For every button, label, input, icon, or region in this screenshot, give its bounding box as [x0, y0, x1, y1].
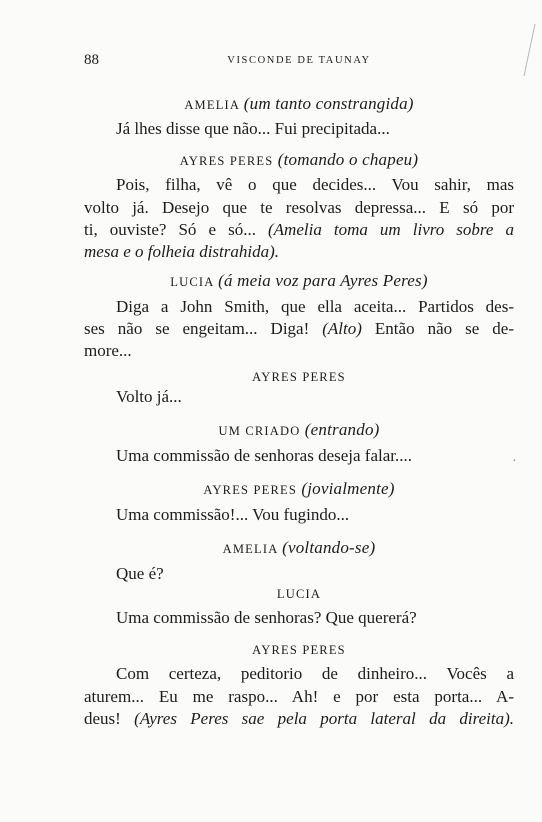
ink-speck: · — [512, 454, 517, 469]
dialogue-line — [84, 318, 514, 340]
running-title: VISCONDE DE TAUNAY — [227, 55, 371, 66]
stage-direction: (Alto) — [322, 319, 362, 338]
speaker-heading — [84, 94, 514, 114]
dialogue-line: Uma commissão!... Vou fugindo... — [116, 505, 350, 524]
dialogue-text: Então não se de- — [361, 319, 514, 338]
stage-direction — [84, 241, 514, 263]
dialogue-line: Uma commissão de senhoras? Que quererá? — [116, 608, 417, 627]
speaker-heading — [84, 643, 514, 658]
stage-direction: (tomando o chapeu) — [277, 150, 419, 169]
speaker-heading — [84, 538, 514, 558]
stage-direction: (Amelia toma um livro sobre a — [268, 220, 514, 239]
speaker-name: AMELIA — [222, 542, 278, 556]
speaker-heading — [84, 370, 514, 385]
dialogue-line: Que é? — [116, 564, 164, 583]
dialogue-text: ti, ouviste? Só e só... — [84, 220, 268, 239]
dialogue-line: aturem... Eu me raspo... Ah! e por esta porta... A- — [84, 687, 514, 706]
speaker-name: LUCIA — [170, 275, 214, 289]
stage-direction-text: mesa e o folheia distrahida). — [84, 242, 280, 261]
dialogue-text: ses não se engeitam... Diga! — [84, 319, 323, 338]
dialogue-line: Diga a John Smith, que ella aceita... Partidos des- — [116, 297, 514, 316]
speaker-heading — [84, 420, 514, 440]
dialogue-line — [84, 219, 514, 241]
stage-direction: (entrando) — [304, 420, 380, 439]
speaker-heading — [84, 271, 514, 291]
stage-direction: (jovialmente) — [301, 479, 395, 498]
dialogue-line: Com certeza, peditorio de dinheiro... Vocês a — [116, 664, 514, 683]
dialogue-line — [84, 708, 514, 730]
speaker-heading — [84, 479, 514, 499]
speaker-name: AYRES PERES — [252, 643, 346, 657]
page-number: 88 — [84, 52, 99, 68]
dialogue-text: deus! — [84, 709, 135, 728]
stage-direction: (voltando-se) — [282, 538, 376, 557]
stage-direction: (um tanto constrangida) — [243, 94, 414, 113]
speaker-name: UM CRIADO — [218, 424, 301, 438]
dialogue-line: more... — [84, 341, 132, 360]
speaker-name: AYRES PERES — [252, 370, 346, 384]
dialogue-line: volto já. Desejo que te resolvas depressa... E só por — [84, 198, 514, 217]
stage-direction: (á meia voz para Ayres Peres) — [218, 271, 428, 290]
dialogue-line: Já lhes disse que não... Fui precipitada... — [116, 119, 390, 138]
speaker-name: AYRES PERES — [179, 154, 274, 168]
stage-direction: (Ayres Peres sae pela porta lateral da direita). — [134, 709, 514, 728]
dialogue-line: Volto já... — [116, 387, 182, 406]
speaker-heading — [84, 150, 514, 170]
speaker-heading — [84, 587, 514, 602]
speaker-name: LUCIA — [276, 587, 322, 601]
speaker-name: AMELIA — [184, 98, 240, 112]
dialogue-line: Uma commissão de senhoras deseja falar.... — [116, 446, 412, 465]
speaker-name: AYRES PERES — [203, 483, 298, 497]
dialogue-line: Pois, filha, vê o que decides... Vou sahir, mas — [116, 175, 514, 194]
pencil-mark — [520, 20, 540, 80]
page-header — [84, 52, 514, 72]
